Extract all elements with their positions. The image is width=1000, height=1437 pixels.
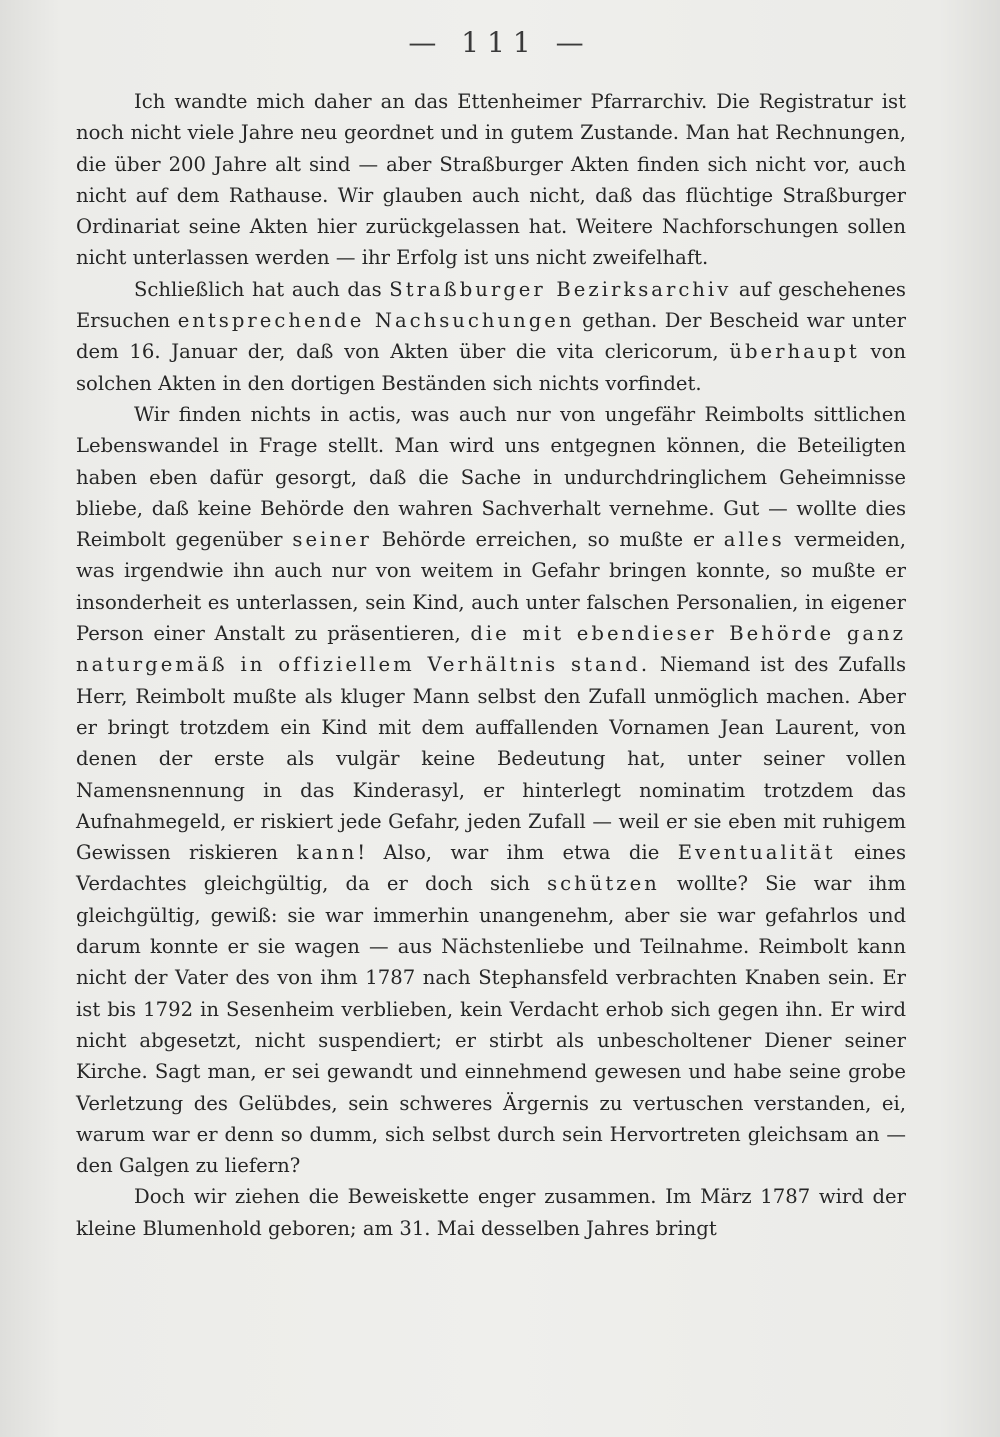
text-run: Wir finden nichts in actis, was auch nur von ungefähr Reimbolts sittlichen Lebenswandel in Frage stellt. Man wird uns entgegnen können, die Beteiligten haben eben dafür gesorgt, daß die Sache in undurchdringlichem Geheimnisse bliebe, daß keine Behörde den wahren Sachverhalt vernehme. Gut — wollte dies Reimbolt gegenüber	[76, 402, 906, 552]
text-run: Schließlich hat auch das	[134, 277, 390, 301]
spaced-text-run: die mit ebendieser Behörde ganz naturgemäß in offiziellem Verhältnis stand.	[76, 622, 906, 677]
spaced-text-run: überhaupt	[729, 340, 860, 364]
text-body	[76, 86, 906, 1244]
text-run: auf geschehenes Ersuchen	[76, 277, 906, 333]
paragraph	[76, 399, 906, 1181]
text-run: eines Verdachtes gleichgültig, da er doch sich	[76, 841, 906, 896]
text-run: Doch wir ziehen die Beweiskette enger zusammen. Im März 1787 wird der kleine Blumenhold geboren; am 31. Mai desselben Jahres bringt	[76, 1185, 906, 1240]
paragraph	[76, 1181, 906, 1244]
text-run: ! Also, war ihm etwa die	[357, 841, 678, 865]
page-number: — 111 —	[408, 26, 592, 59]
text-run: vermeiden, was irgendwie ihn auch nur von weitem in Gefahr bringen konnte, so mußte er insonderheit es unterlassen, sein Kind, auch unter falschen Personalien, in eigener Person einer Anstalt zu präsentieren,	[76, 528, 906, 646]
spaced-text-run: Eventualität	[677, 841, 836, 865]
text-run: Behörde erreichen, so mußte er	[371, 528, 724, 552]
paragraph	[76, 86, 906, 274]
text-run: Ich wandte mich daher an das Ettenheimer Pfarrarchiv. Die Registratur ist noch nicht viele Jahre neu geordnet und in gutem Zustande. Man hat Rechnungen, die über 200 Jahre alt sind — aber Straßburger Akten finden sich nicht vor, auch nicht auf dem Rathause. Wir glauben auch nicht, daß das flüchtige Straßburger Ordinariat seine Akten hier zurückgelassen hat. Weitere Nachforschungen sollen nicht unterlassen werden — ihr Erfolg ist uns nicht zweifelhaft.	[76, 90, 906, 270]
spaced-text-run: seiner	[292, 528, 372, 552]
text-run: von solchen Akten in den dortigen Beständen sich nichts vorfindet.	[76, 340, 906, 395]
spaced-text-run: alles	[723, 528, 785, 552]
spaced-text-run: schützen	[547, 872, 660, 896]
text-run: wollte? Sie war ihm gleichgültig, gewiß: sie war immerhin unangenehm, aber sie war gefahrlos und darum konnte er sie wagen — aus Nächstenliebe und Teilnahme. Reimbolt kann nicht der Vater des von ihm 1787 nach Stephansfeld verbrachten Knaben sein. Er ist bis 1792 in Sesenheim verblieben, kein Verdacht erhob sich gegen ihn. Er wird nicht abgesetzt, nicht suspendiert; er stirbt als unbescholtener Diener seiner Kirche. Sagt man, er sei gewandt und einnehmend gewesen und habe seine grobe Verletzung des Gelübdes, sein schweres Ärgernis zu vertuschen verstanden, ei, warum war er denn so dumm, sich selbst durch sein Hervortreten gleichsam an — den Galgen zu liefern?	[76, 872, 906, 1178]
text-run: gethan. Der Bescheid war unter dem 16. Januar der, daß von Akten über die vita clericorum,	[76, 309, 906, 364]
paragraph	[76, 274, 906, 399]
spaced-text-run: Straßburger Bezirksarchiv	[389, 277, 732, 301]
spaced-text-run: kann	[296, 841, 358, 865]
spaced-text-run: entsprechende Nachsuchungen	[177, 309, 575, 333]
text-run: Niemand ist des Zufalls Herr, Reimbolt mußte als kluger Mann selbst den Zufall unmöglich machen. Aber er bringt trotzdem ein Kind mit dem auffallenden Vornamen Jean Laurent, von denen der erste als vulgär keine Bedeutung hat, unter seiner vollen Namensnennung in das Kinderasyl, er hinterlegt nominatim trotzdem das Aufnahmegeld, er riskiert jede Gefahr, jeden Zufall — weil er sie eben mit ruhigem Gewissen riskieren	[76, 653, 906, 865]
